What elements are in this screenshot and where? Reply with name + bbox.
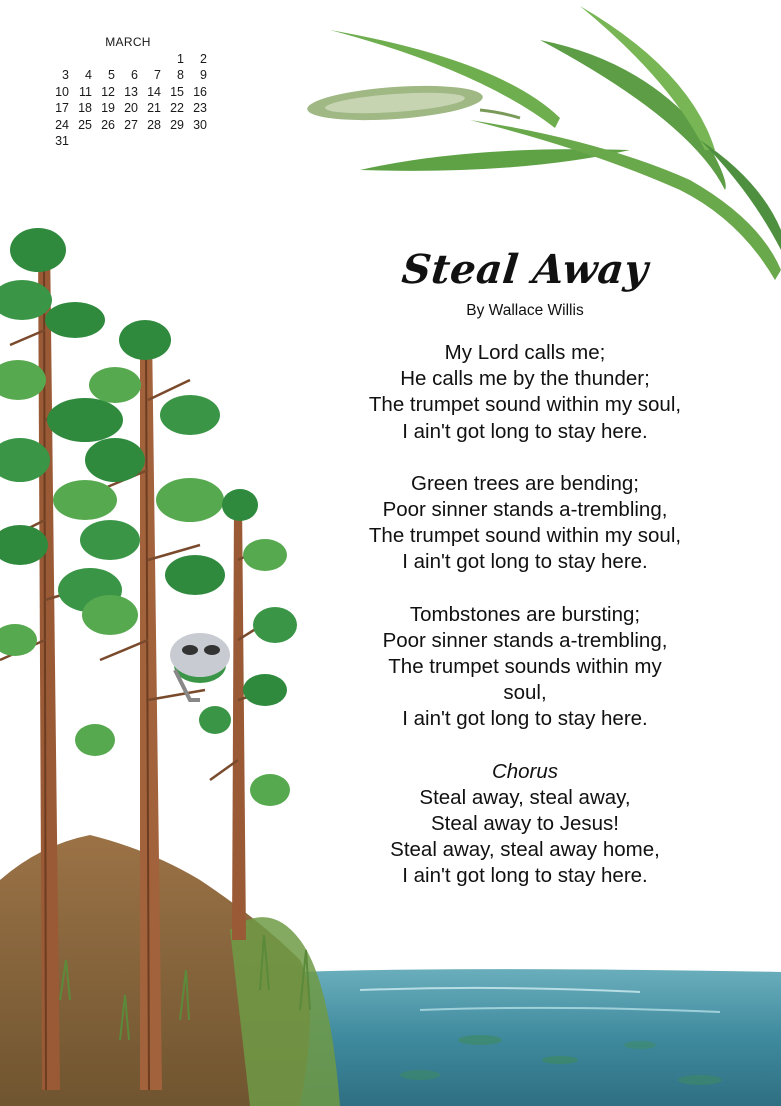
calendar-day: [115, 133, 138, 150]
calendar-day: 30: [193, 117, 207, 132]
calendar-day: 6: [131, 68, 138, 82]
poem-author: By Wallace Willis: [466, 302, 584, 319]
calendar-day: [115, 51, 138, 68]
poem-line: My Lord calls me;: [444, 341, 606, 364]
calendar-day: 20: [124, 101, 138, 115]
calendar-day: [184, 133, 207, 150]
calendar-day: 2: [200, 51, 207, 66]
poem-line: Tombstones are bursting;: [409, 602, 641, 626]
calendar-day: 22: [170, 101, 184, 115]
calendar-week: [46, 84, 214, 101]
calendar-week: [46, 67, 214, 84]
calendar-day: 25: [78, 117, 92, 132]
poem-line: The trumpet sound within my soul,: [368, 524, 682, 548]
calendar-day: 13: [124, 84, 138, 99]
stanza: [300, 602, 750, 733]
poem-line: Steal away, steal away,: [419, 785, 631, 809]
calendar-day: 28: [147, 117, 161, 132]
calendar-day: 15: [170, 84, 184, 99]
poem-line: I ain't got long to stay here.: [402, 419, 648, 443]
calendar-day: 27: [124, 117, 138, 132]
calendar-day: [138, 51, 161, 68]
calendar-day: 24: [55, 117, 69, 132]
calendar-day: 29: [170, 117, 184, 132]
calendar-day: 21: [147, 101, 161, 115]
calendar-day: [161, 133, 184, 150]
poem-line: He calls me by the thunder;: [400, 367, 650, 391]
stanza: [300, 471, 750, 576]
calendar-day: 26: [101, 117, 115, 132]
grass-sprig: [306, 6, 781, 280]
chorus: [300, 759, 750, 890]
poem-line: I ain't got long to stay here.: [402, 550, 648, 574]
poem-line: The trumpet sound within my soul,: [368, 393, 682, 417]
chorus-label: Chorus: [491, 759, 559, 783]
calendar-week: [46, 51, 214, 68]
poem-title: Steal Away: [399, 246, 651, 293]
calendar-day: 1: [177, 51, 184, 66]
poem-line: I ain't got long to stay here.: [402, 864, 648, 888]
calendar-day: 12: [101, 84, 115, 99]
calendar-day: 8: [177, 68, 184, 82]
calendar-day: [138, 133, 161, 150]
calendar-day: 14: [147, 84, 161, 99]
calendar-day: [69, 51, 92, 68]
calendar-week: [46, 100, 214, 117]
calendar-month-label: MARCH: [105, 35, 151, 49]
month-calendar: [46, 34, 214, 150]
poem-line: Steal away, steal away home,: [390, 838, 660, 862]
calendar-day: 18: [78, 101, 92, 115]
calendar-day: 4: [85, 68, 92, 82]
calendar-day: 9: [200, 68, 207, 82]
poem: [300, 244, 750, 916]
poem-line: Poor sinner stands a-trembling,: [382, 628, 668, 652]
poem-line: Steal away to Jesus!: [430, 812, 619, 836]
poem-line: soul,: [503, 681, 547, 705]
calendar-day: [92, 133, 115, 150]
calendar-day: 7: [154, 68, 161, 82]
calendar-day: 17: [55, 101, 69, 115]
calendar-day: 3: [62, 68, 69, 82]
calendar-day: [69, 133, 92, 150]
calendar-day: 31: [55, 134, 69, 148]
calendar-day: [46, 51, 69, 68]
stanza: [300, 340, 750, 445]
poem-line: I ain't got long to stay here.: [402, 707, 648, 731]
calendar-grid: [46, 51, 214, 150]
calendar-week: [46, 133, 214, 150]
calendar-week: [46, 117, 214, 134]
calendar-day: 19: [101, 101, 115, 115]
poem-line: Poor sinner stands a-trembling,: [382, 498, 668, 522]
calendar-day: 5: [108, 68, 115, 82]
calendar-day: [92, 51, 115, 68]
poem-line: The trumpet sounds within my: [388, 655, 662, 679]
calendar-day: 16: [193, 84, 207, 99]
calendar-day: 10: [55, 84, 69, 99]
calendar-day: 11: [79, 84, 92, 99]
poem-line: Green trees are bending;: [411, 471, 639, 495]
calendar-day: 23: [193, 101, 207, 115]
